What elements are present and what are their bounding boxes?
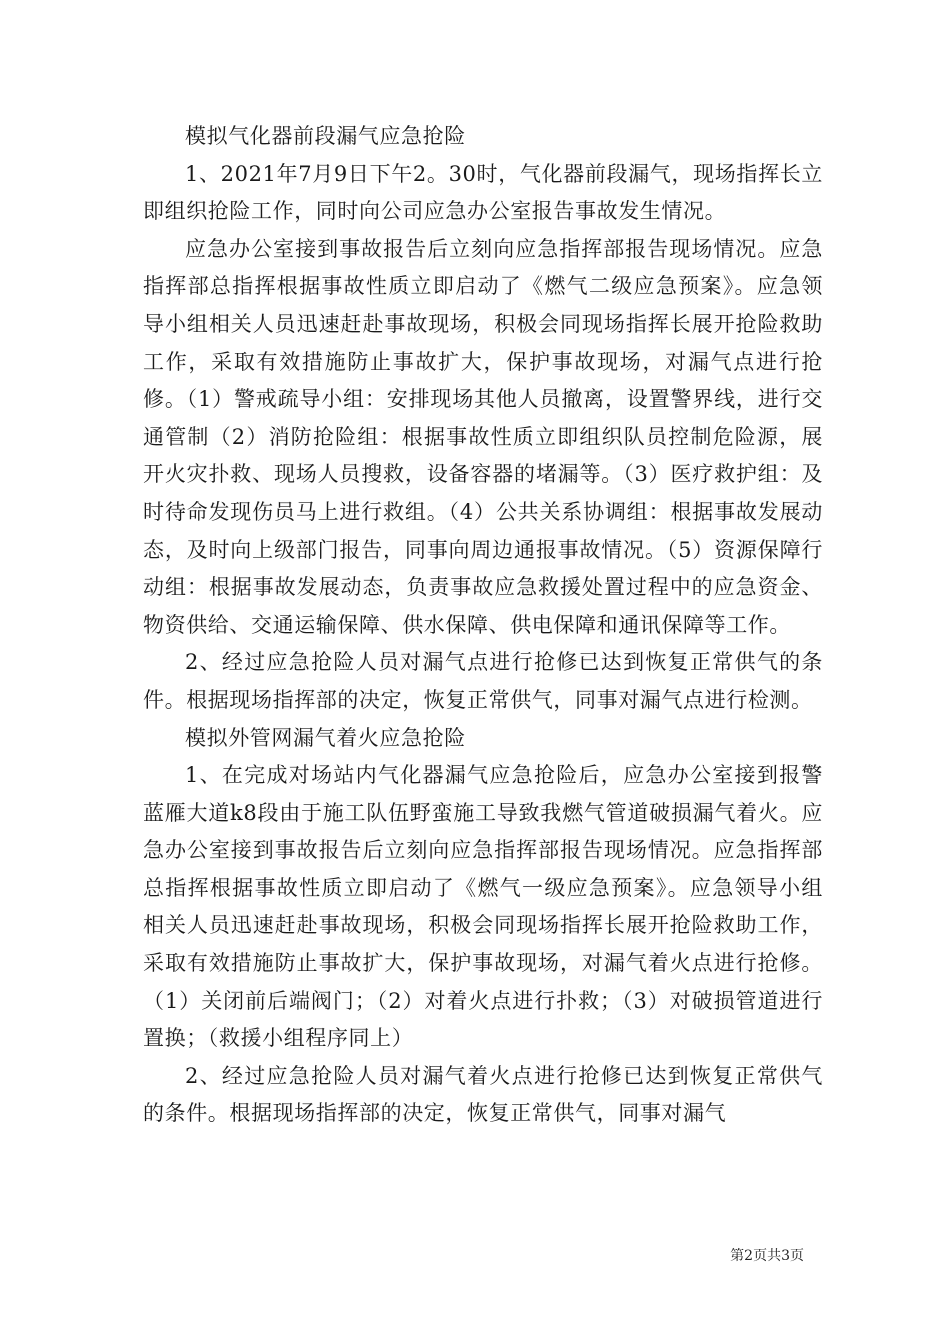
body-paragraph: 应急办公室接到事故报告后立刻向应急指挥部报告现场情况。应急指挥部总指挥根据事故性质立即启动了《燃气二级应急预案》。应急领导小组相关人员迅速赶赴事故现场，积极会同现场指挥长展开抢险救助工作，采取有效措施防止事故扩大，保护事故现场，对漏气点进行抢修。（1）警戒疏导小组：安排现场其他人员撤离，设置警界线，进行交通管制（2）消防抢险组：根据事故性质立即组织队员控制危险源，展开火灾扑救、现场人员搜救，设备容器的堵漏等。（3）医疗救护组：及时待命发现伤员马上进行救组。（4）公共关系协调组：根据事故发展动态，及时向上级部门报告，同事向周边通报事故情况。（5）资源保障行动组：根据事故发展动态，负责事故应急救援处置过程中的应急资金、物资供给、交通运输保障、供水保障、供电保障和通讯保障等工作。 (143, 236, 823, 637)
section-heading: 模拟气化器前段漏气应急抢险 (185, 124, 466, 148)
body-paragraph: 1、2021年7月9日下午2。30时，气化器前段漏气，现场指挥长立即组织抢险工作，同时向公司应急办公室报告事故发生情况。 (143, 161, 823, 224)
body-paragraph: 2、经过应急抢险人员对漏气着火点进行抢修已达到恢复正常供气的条件。根据现场指挥部的决定，恢复正常供气，同事对漏气 (143, 1063, 823, 1126)
body-paragraph: 1、在完成对场站内气化器漏气应急抢险后，应急办公室接到报警蓝雁大道k8段由于施工队伍野蛮施工导致我燃气管道破损漏气着火。应急办公室接到事故报告后立刻向应急指挥部报告现场情况。应急指挥部总指挥根据事故性质立即启动了《燃气一级应急预案》。应急领导小组相关人员迅速赶赴事故现场，积极会同现场指挥长展开抢险救助工作，采取有效措施防止事故扩大，保护事故现场，对漏气着火点进行抢修。（1）关闭前后端阀门；（2）对着火点进行扑救；（3）对破损管道进行置换；（救援小组程序同上） (143, 763, 823, 1051)
document-body (143, 118, 823, 1133)
page-number-footer: 第2页共3页 (730, 1248, 804, 1264)
section-heading: 模拟外管网漏气着火应急抢险 (185, 725, 466, 750)
body-paragraph: 2、经过应急抢险人员对漏气点进行抢修已达到恢复正常供气的条件。根据现场指挥部的决定，恢复正常供气，同事对漏气点进行检测。 (143, 650, 823, 712)
